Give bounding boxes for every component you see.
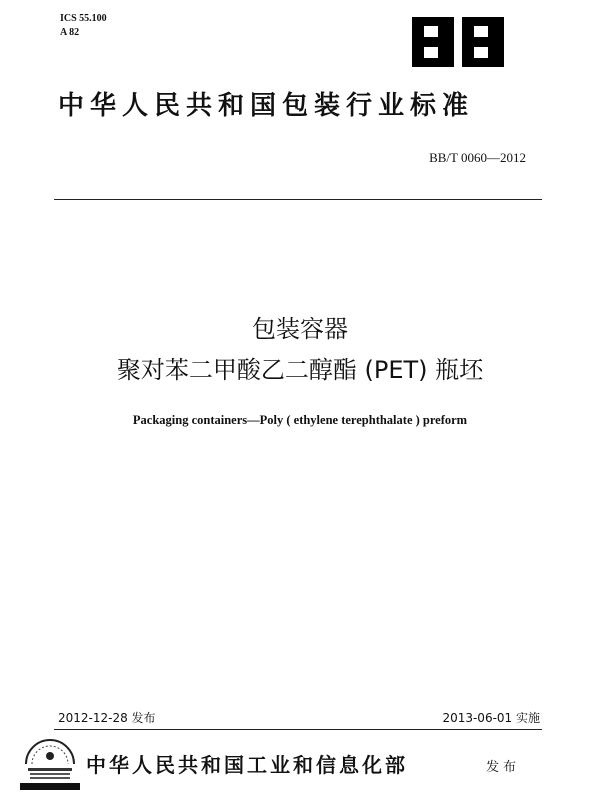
logo-letter-b: [462, 17, 504, 67]
classification-codes: [60, 12, 107, 40]
header-divider: [54, 199, 542, 200]
standard-number: BB/T 0060—2012: [429, 150, 526, 165]
document-title-line-2: 聚对苯二甲酸乙二醇酯 (PET) 瓶坯: [116, 356, 484, 384]
seal-stamp-icon: [18, 734, 82, 792]
ics-code: ICS 55.100: [60, 13, 107, 24]
publisher-seal-stamp: [18, 734, 82, 792]
ccs-code: A 82: [60, 27, 80, 38]
document-title-english: Packaging containers—Poly ( ethylene terephthalate ) preform: [132, 413, 468, 427]
logo-letter-b: [412, 17, 454, 67]
publish-label: 发布: [486, 760, 521, 775]
publish-date: 2012-12-28 发布: [58, 711, 156, 725]
implement-date: 2013-06-01 实施: [442, 711, 540, 725]
publisher-name: 中华人民共和国工业和信息化部: [86, 753, 408, 777]
document-title-line-1: 包装容器: [252, 315, 348, 343]
footer-divider: [54, 729, 542, 730]
bb-standard-logo: [412, 17, 504, 67]
organization-title: 中华人民共和国包装行业标准: [58, 91, 475, 121]
